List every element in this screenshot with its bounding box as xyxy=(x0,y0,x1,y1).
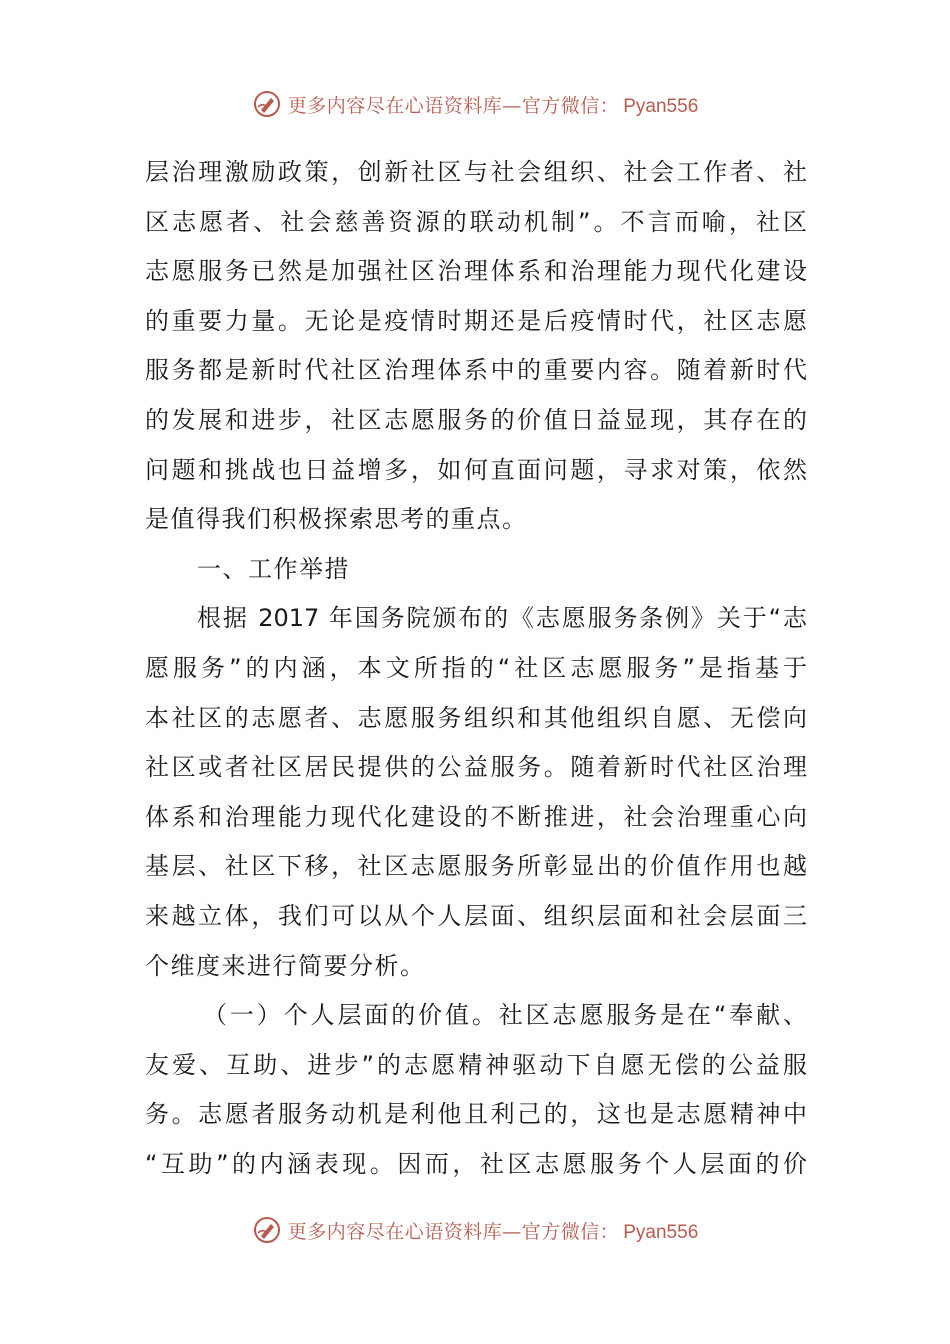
text-line: （一）个人层面的价值。社区志愿服务是在“奉献、 xyxy=(203,1001,807,1030)
text-line: 愿服务”的内涵，本文所指的“社区志愿服务”是指基于 xyxy=(145,653,807,682)
text-line: 的重要力量。无论是疫情时期还是后疫情时代，社区志愿 xyxy=(145,306,807,335)
text-line: 是值得我们积极探索思考的重点。 xyxy=(145,505,528,534)
text-line: 服务都是新时代社区治理体系中的重要内容。随着新时代 xyxy=(145,356,807,385)
header-watermark xyxy=(0,86,950,122)
watermark-text: 更多内容尽在心语资料库—官方微信： Pyan556 xyxy=(287,94,699,117)
text-line: 友爱、互助、进步”的志愿精神驱动下自愿无偿的公益服 xyxy=(145,1050,807,1079)
text-line: 本社区的志愿者、志愿服务组织和其他组织自愿、无偿向 xyxy=(145,703,807,732)
text-line: “互助”的内涵表现。因而，社区志愿服务个人层面的价 xyxy=(145,1149,807,1178)
text-line: 区志愿者、社会慈善资源的联动机制”。不言而喻，社区 xyxy=(145,207,807,236)
text-line: 志愿服务已然是加强社区治理体系和治理能力现代化建设 xyxy=(145,257,807,286)
watermark-text: 更多内容尽在心语资料库—官方微信： Pyan556 xyxy=(287,1220,699,1243)
section-heading: 一、工作举措 xyxy=(197,554,350,583)
text-line: 务。志愿者服务动机是利他且利己的，这也是志愿精神中 xyxy=(145,1100,807,1129)
footer-watermark xyxy=(0,1212,950,1248)
text-line: 体系和治理能力现代化建设的不断推进，社会治理重心向 xyxy=(145,802,807,831)
text-line: 根据 2017 年国务院颁布的《志愿服务条例》关于“志 xyxy=(197,604,807,633)
text-line: 层治理激励政策，创新社区与社会组织、社会工作者、社 xyxy=(145,158,807,186)
text-line: 基层、社区下移，社区志愿服务所彰显出的价值作用也越 xyxy=(145,852,807,881)
document-body xyxy=(145,148,807,1189)
text-line: 的发展和进步，社区志愿服务的价值日益显现，其存在的 xyxy=(145,405,807,434)
text-line: 问题和挑战也日益增多，如何直面问题，寻求对策，依然 xyxy=(145,455,807,484)
pen-nib-logo-icon xyxy=(252,1215,282,1245)
text-line: 来越立体，我们可以从个人层面、组织层面和社会层面三 xyxy=(145,901,807,930)
text-line: 社区或者社区居民提供的公益服务。随着新时代社区治理 xyxy=(145,753,807,782)
text-line: 个维度来进行简要分析。 xyxy=(145,951,426,980)
pen-nib-logo-icon xyxy=(252,89,282,119)
